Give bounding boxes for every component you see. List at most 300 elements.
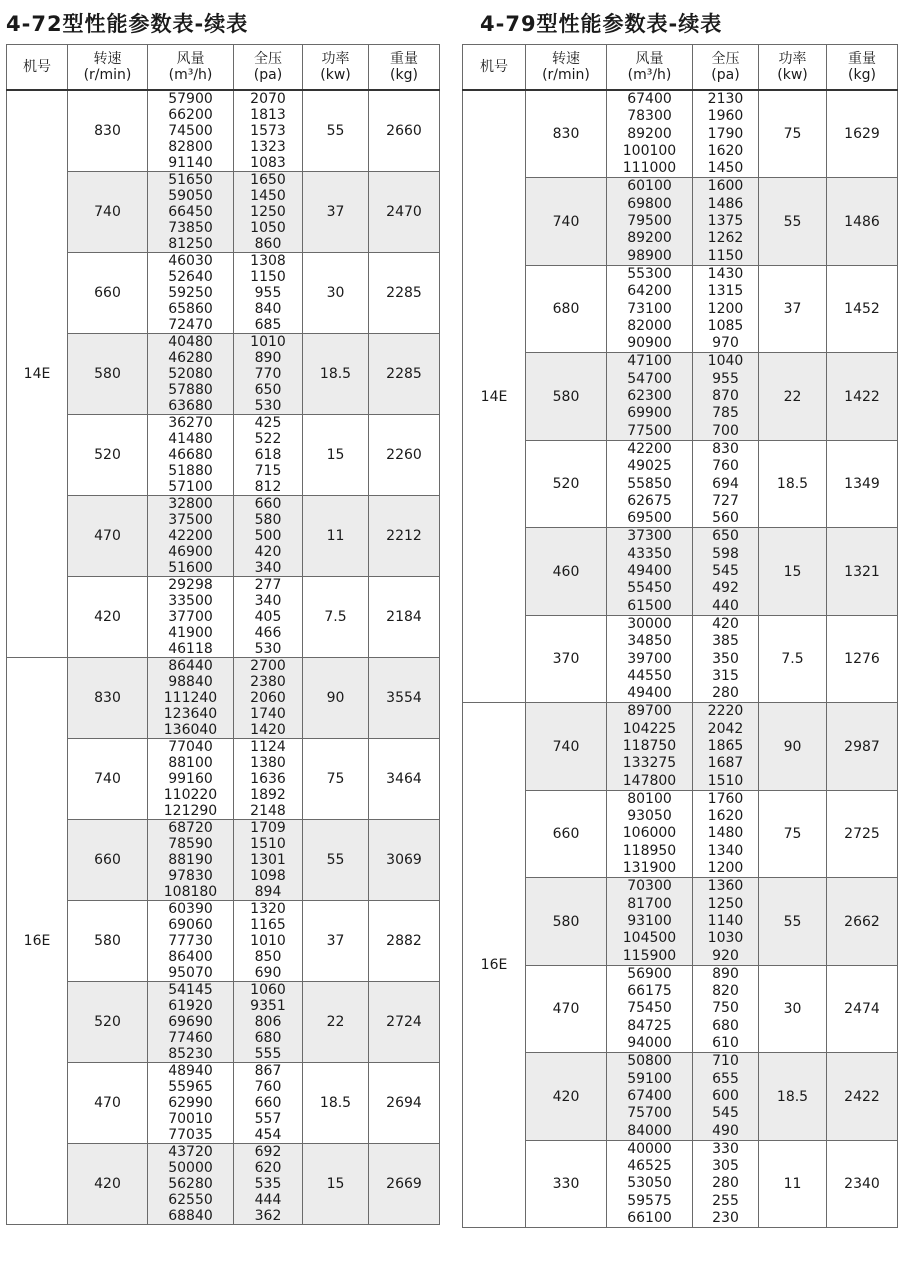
flow-cell-value: 61500 — [627, 597, 672, 614]
flow-cell-value: 111240 — [163, 690, 218, 706]
table-row — [7, 820, 440, 901]
weight-cell: 2340 — [827, 1140, 898, 1227]
flow-cell-value: 88100 — [168, 755, 213, 771]
pressure-cell-value: 545 — [712, 1105, 739, 1122]
header-power: 功率 (kw) — [303, 45, 369, 91]
pressure-cell-value: 425 — [254, 415, 282, 431]
flow-cell-value: 46030 — [168, 253, 213, 269]
pressure-cell-value: 1573 — [250, 123, 286, 139]
flow-cell-value: 98900 — [627, 247, 672, 264]
flow-cell-value: 33500 — [168, 593, 213, 609]
table-row — [463, 1053, 898, 1140]
flow-cell-value: 50800 — [627, 1053, 672, 1070]
table-row — [7, 496, 440, 577]
power-cell: 75 — [303, 739, 369, 820]
speed-cell: 660 — [68, 253, 148, 334]
pressure-cell-value: 440 — [712, 597, 739, 614]
speed-cell: 420 — [68, 577, 148, 658]
power-cell: 55 — [303, 90, 369, 172]
power-cell: 15 — [759, 528, 827, 615]
power-cell: 11 — [759, 1140, 827, 1227]
speed-cell: 580 — [68, 334, 148, 415]
flow-cell — [148, 820, 234, 901]
pressure-cell-value: 1813 — [250, 107, 286, 123]
pressure-cell-value: 362 — [254, 1208, 282, 1224]
pressure-cell-value: 894 — [254, 884, 282, 900]
flow-cell-value: 41480 — [168, 431, 213, 447]
speed-cell: 470 — [68, 1063, 148, 1144]
speed-cell: 830 — [526, 90, 607, 178]
flow-cell-value: 63680 — [168, 398, 213, 414]
pressure-cell-value: 1486 — [707, 195, 744, 212]
flow-cell-value: 37500 — [168, 512, 213, 528]
pressure-cell-value: 280 — [712, 685, 739, 702]
pressure-cell-value: 620 — [254, 1160, 282, 1176]
flow-cell-value: 94000 — [627, 1035, 672, 1052]
weight-cell: 2184 — [369, 577, 440, 658]
flow-cell-value: 61920 — [168, 998, 213, 1014]
header-speed: 转速 (r/min) — [68, 45, 148, 91]
flow-cell-value: 98840 — [168, 674, 213, 690]
pressure-cell-value: 1600 — [707, 178, 744, 195]
table-row — [7, 1144, 440, 1225]
flow-cell-value: 73850 — [168, 220, 213, 236]
flow-cell-value: 115900 — [622, 947, 677, 964]
flow-cell-value: 73100 — [627, 300, 672, 317]
pressure-cell-value: 2380 — [250, 674, 286, 690]
pressure-cell — [234, 658, 303, 739]
pressure-cell-value: 230 — [712, 1210, 739, 1226]
pressure-cell — [234, 901, 303, 982]
flow-cell-value: 97830 — [168, 868, 213, 884]
flow-cell-value: 93100 — [627, 912, 672, 929]
power-cell: 11 — [303, 496, 369, 577]
flow-cell — [607, 790, 693, 877]
speed-cell: 830 — [68, 658, 148, 739]
table-row — [7, 334, 440, 415]
pressure-cell-value: 1892 — [250, 787, 286, 803]
pressure-cell-value: 598 — [712, 545, 739, 562]
speed-cell: 660 — [526, 790, 607, 877]
speed-cell: 520 — [68, 982, 148, 1063]
pressure-cell-value: 500 — [254, 528, 282, 544]
flow-cell-value: 66450 — [168, 204, 213, 220]
header-row — [7, 45, 440, 91]
flow-cell-value: 64200 — [627, 283, 672, 300]
flow-cell — [607, 353, 693, 440]
power-cell: 18.5 — [759, 1053, 827, 1140]
flow-cell — [148, 90, 234, 172]
pressure-cell — [693, 353, 759, 440]
pressure-cell-value: 660 — [254, 1095, 282, 1111]
pressure-cell-value: 760 — [254, 1079, 282, 1095]
pressure-cell — [234, 90, 303, 172]
pressure-cell-value: 454 — [254, 1127, 282, 1143]
pressure-cell-value: 650 — [712, 528, 739, 545]
table-row — [7, 253, 440, 334]
flow-cell-value: 89700 — [627, 703, 672, 720]
pressure-cell-value: 530 — [254, 398, 282, 414]
speed-cell: 370 — [526, 615, 607, 702]
flow-cell-value: 69900 — [627, 405, 672, 422]
flow-cell-value: 62300 — [627, 388, 672, 405]
weight-cell: 1321 — [827, 528, 898, 615]
flow-cell-value: 108180 — [163, 884, 218, 900]
flow-cell-value: 81250 — [168, 236, 213, 252]
flow-cell-value: 42200 — [168, 528, 213, 544]
flow-cell-value: 37700 — [168, 609, 213, 625]
flow-cell — [607, 528, 693, 615]
speed-cell: 330 — [526, 1140, 607, 1227]
flow-cell-value: 82000 — [627, 317, 672, 334]
pressure-cell-value: 1030 — [707, 930, 744, 947]
flow-cell-value: 69800 — [627, 195, 672, 212]
table-row — [463, 265, 898, 352]
flow-cell-value: 51880 — [168, 463, 213, 479]
power-cell: 30 — [759, 965, 827, 1052]
weight-cell: 2260 — [369, 415, 440, 496]
header-flow: 风量 (m³/h) — [607, 45, 693, 91]
pressure-cell-value: 1060 — [250, 982, 286, 998]
flow-cell-value: 69500 — [627, 510, 672, 527]
flow-cell — [607, 703, 693, 790]
speed-cell: 680 — [526, 265, 607, 352]
pressure-cell-value: 330 — [712, 1140, 739, 1157]
flow-cell — [607, 1053, 693, 1140]
flow-cell — [148, 982, 234, 1063]
pressure-cell-value: 1320 — [250, 901, 286, 917]
pressure-cell — [234, 334, 303, 415]
pressure-cell-value: 1262 — [707, 230, 744, 247]
flow-cell-value: 77040 — [168, 739, 213, 755]
pressure-cell-value: 1760 — [707, 790, 744, 807]
pressure-cell-value: 2700 — [250, 658, 286, 674]
pressure-cell-value: 1450 — [250, 188, 286, 204]
pressure-cell-value: 660 — [254, 496, 282, 512]
flow-cell-value: 59250 — [168, 285, 213, 301]
flow-cell-value: 104225 — [622, 720, 677, 737]
pressure-cell-value: 1308 — [250, 253, 286, 269]
pressure-cell-value: 1380 — [250, 755, 286, 771]
pressure-cell-value: 1340 — [707, 842, 744, 859]
flow-cell-value: 66100 — [627, 1210, 672, 1226]
pressure-cell-value: 1150 — [707, 247, 744, 264]
weight-cell: 1422 — [827, 353, 898, 440]
flow-cell-value: 46680 — [168, 447, 213, 463]
right-table-title: 4-79型性能参数表-续表 — [480, 12, 723, 36]
pressure-cell — [693, 1053, 759, 1140]
weight-cell: 2470 — [369, 172, 440, 253]
flow-cell-value: 123640 — [163, 706, 218, 722]
flow-cell-value: 55300 — [627, 265, 672, 282]
flow-cell — [148, 577, 234, 658]
pressure-cell-value: 315 — [712, 667, 739, 684]
table-row — [7, 901, 440, 982]
weight-cell: 1629 — [827, 90, 898, 178]
pressure-cell-value: 1510 — [250, 836, 286, 852]
flow-cell-value: 68720 — [168, 820, 213, 836]
flow-cell-value: 79500 — [627, 213, 672, 230]
flow-cell-value: 75700 — [627, 1105, 672, 1122]
pressure-cell — [234, 415, 303, 496]
header-model: 机号 — [7, 45, 68, 91]
pressure-cell-value: 2130 — [707, 91, 744, 107]
flow-cell-value: 53050 — [627, 1175, 672, 1192]
flow-cell-value: 95070 — [168, 965, 213, 981]
flow-cell-value: 77500 — [627, 422, 672, 439]
flow-cell-value: 118950 — [622, 842, 677, 859]
pressure-cell-value: 710 — [712, 1053, 739, 1070]
flow-cell-value: 133275 — [622, 755, 677, 772]
power-cell: 75 — [759, 790, 827, 877]
pressure-cell-value: 1315 — [707, 283, 744, 300]
pressure-cell — [234, 739, 303, 820]
flow-cell — [148, 172, 234, 253]
flow-cell-value: 99160 — [168, 771, 213, 787]
pressure-cell-value: 305 — [712, 1158, 739, 1175]
speed-cell: 580 — [68, 901, 148, 982]
flow-cell-value: 90900 — [627, 335, 672, 352]
pressure-cell-value: 277 — [254, 577, 282, 593]
flow-cell — [148, 1144, 234, 1225]
flow-cell — [148, 739, 234, 820]
pressure-cell-value: 535 — [254, 1176, 282, 1192]
header-pressure: 全压 (pa) — [234, 45, 303, 91]
pressure-cell-value: 1010 — [250, 334, 286, 350]
weight-cell: 2474 — [827, 965, 898, 1052]
pressure-cell-value: 694 — [712, 475, 739, 492]
flow-cell-value: 147800 — [622, 772, 677, 789]
pressure-cell-value: 1360 — [707, 878, 744, 895]
flow-cell-value: 86400 — [168, 949, 213, 965]
weight-cell: 3464 — [369, 739, 440, 820]
pressure-cell-value: 715 — [254, 463, 282, 479]
weight-cell: 2669 — [369, 1144, 440, 1225]
header-speed: 转速 (r/min) — [526, 45, 607, 91]
power-cell: 90 — [303, 658, 369, 739]
table-row — [7, 1063, 440, 1144]
speed-cell: 660 — [68, 820, 148, 901]
table-row — [7, 415, 440, 496]
pressure-cell-value: 1636 — [250, 771, 286, 787]
flow-cell-value: 89200 — [627, 230, 672, 247]
flow-cell — [607, 440, 693, 527]
pressure-cell-value: 618 — [254, 447, 282, 463]
pressure-cell-value: 1301 — [250, 852, 286, 868]
pressure-cell-value: 1430 — [707, 265, 744, 282]
pressure-cell-value: 840 — [254, 301, 282, 317]
pressure-cell-value: 466 — [254, 625, 282, 641]
pressure-cell-value: 1250 — [707, 895, 744, 912]
flow-cell-value: 85230 — [168, 1046, 213, 1062]
pressure-cell-value: 700 — [712, 422, 739, 439]
pressure-cell-value: 1620 — [707, 142, 744, 159]
flow-cell-value: 34850 — [627, 633, 672, 650]
pressure-cell-value: 970 — [712, 335, 739, 352]
flow-cell-value: 65860 — [168, 301, 213, 317]
pressure-cell-value: 1050 — [250, 220, 286, 236]
flow-cell-value: 110220 — [163, 787, 218, 803]
flow-cell-value: 131900 — [622, 860, 677, 877]
pressure-cell — [693, 790, 759, 877]
speed-cell: 520 — [68, 415, 148, 496]
flow-cell-value: 60100 — [627, 178, 672, 195]
weight-cell: 1452 — [827, 265, 898, 352]
pressure-cell-value: 610 — [712, 1035, 739, 1052]
speed-cell: 740 — [68, 172, 148, 253]
weight-cell: 1486 — [827, 178, 898, 265]
flow-cell-value: 81700 — [627, 895, 672, 912]
power-cell: 18.5 — [759, 440, 827, 527]
pressure-cell-value: 1250 — [250, 204, 286, 220]
flow-cell-value: 32800 — [168, 496, 213, 512]
flow-cell-value: 121290 — [163, 803, 218, 819]
pressure-cell-value: 1124 — [250, 739, 286, 755]
flow-cell-value: 46900 — [168, 544, 213, 560]
pressure-cell-value: 920 — [712, 947, 739, 964]
flow-cell-value: 100100 — [622, 142, 677, 159]
pressure-cell-value: 1960 — [707, 108, 744, 125]
flow-cell-value: 55450 — [627, 580, 672, 597]
flow-cell-value: 49400 — [627, 685, 672, 702]
flow-cell-value: 49400 — [627, 563, 672, 580]
weight-cell: 2882 — [369, 901, 440, 982]
pressure-cell-value: 867 — [254, 1063, 282, 1079]
pressure-cell-value: 1687 — [707, 755, 744, 772]
flow-cell-value: 106000 — [622, 825, 677, 842]
power-cell: 15 — [303, 415, 369, 496]
flow-cell-value: 44550 — [627, 667, 672, 684]
weight-cell: 2422 — [827, 1053, 898, 1140]
pressure-cell-value: 1085 — [707, 317, 744, 334]
weight-cell: 3069 — [369, 820, 440, 901]
pressure-cell — [693, 178, 759, 265]
flow-cell-value: 59575 — [627, 1192, 672, 1209]
flow-cell-value: 84000 — [627, 1122, 672, 1139]
flow-cell — [148, 334, 234, 415]
flow-cell-value: 48940 — [168, 1063, 213, 1079]
flow-cell-value: 68840 — [168, 1208, 213, 1224]
power-cell: 18.5 — [303, 1063, 369, 1144]
flow-cell — [148, 1063, 234, 1144]
weight-cell: 2724 — [369, 982, 440, 1063]
pressure-cell-value: 560 — [712, 510, 739, 527]
speed-cell: 740 — [526, 703, 607, 790]
flow-cell-value: 86440 — [168, 658, 213, 674]
table-row — [463, 1140, 898, 1227]
flow-cell-value: 66200 — [168, 107, 213, 123]
weight-cell: 2285 — [369, 253, 440, 334]
pressure-cell-value: 490 — [712, 1122, 739, 1139]
flow-cell — [607, 265, 693, 352]
header-pressure: 全压 (pa) — [693, 45, 759, 91]
pressure-cell-value: 1709 — [250, 820, 286, 836]
speed-cell: 740 — [526, 178, 607, 265]
pressure-cell — [234, 253, 303, 334]
pressure-cell-value: 405 — [254, 609, 282, 625]
pressure-cell-value: 680 — [254, 1030, 282, 1046]
pressure-cell-value: 255 — [712, 1192, 739, 1209]
flow-cell-value: 118750 — [622, 737, 677, 754]
flow-cell — [607, 878, 693, 965]
pressure-cell-value: 806 — [254, 1014, 282, 1030]
speed-cell: 580 — [526, 353, 607, 440]
flow-cell-value: 39700 — [627, 650, 672, 667]
header-model: 机号 — [463, 45, 526, 91]
speed-cell: 420 — [68, 1144, 148, 1225]
power-cell: 22 — [759, 353, 827, 440]
weight-cell: 1349 — [827, 440, 898, 527]
right-performance-table — [462, 44, 898, 1228]
table-row — [463, 790, 898, 877]
speed-cell: 420 — [526, 1053, 607, 1140]
power-cell: 37 — [303, 172, 369, 253]
header-weight: 重量 (kg) — [369, 45, 440, 91]
pressure-cell-value: 820 — [712, 983, 739, 1000]
pressure-cell-value: 2148 — [250, 803, 286, 819]
weight-cell: 2660 — [369, 90, 440, 172]
pressure-cell-value: 1650 — [250, 172, 286, 188]
flow-cell-value: 70300 — [627, 878, 672, 895]
table-row — [7, 172, 440, 253]
model-cell: 14E — [7, 90, 68, 658]
pressure-cell-value: 1450 — [707, 160, 744, 177]
flow-cell-value: 41900 — [168, 625, 213, 641]
flow-cell-value: 77460 — [168, 1030, 213, 1046]
flow-cell-value: 67400 — [627, 91, 672, 107]
table-row — [463, 615, 898, 702]
table-row — [7, 982, 440, 1063]
pressure-cell-value: 2070 — [250, 91, 286, 107]
pressure-cell-value: 955 — [712, 370, 739, 387]
table-row — [463, 528, 898, 615]
pressure-cell-value: 545 — [712, 563, 739, 580]
flow-cell-value: 52640 — [168, 269, 213, 285]
flow-cell-value: 70010 — [168, 1111, 213, 1127]
speed-cell: 470 — [68, 496, 148, 577]
pressure-cell-value: 685 — [254, 317, 282, 333]
pressure-cell-value: 860 — [254, 236, 282, 252]
pressure-cell-value: 522 — [254, 431, 282, 447]
flow-cell-value: 42200 — [627, 440, 672, 457]
pressure-cell-value: 1140 — [707, 912, 744, 929]
flow-cell-value: 46525 — [627, 1158, 672, 1175]
weight-cell: 2662 — [827, 878, 898, 965]
pressure-cell — [693, 265, 759, 352]
pressure-cell-value: 9351 — [250, 998, 286, 1014]
pressure-cell-value: 444 — [254, 1192, 282, 1208]
flow-cell-value: 89200 — [627, 125, 672, 142]
pressure-cell-value: 955 — [254, 285, 282, 301]
header-weight: 重量 (kg) — [827, 45, 898, 91]
pressure-cell-value: 870 — [712, 388, 739, 405]
table-row — [463, 353, 898, 440]
pressure-cell-value: 1790 — [707, 125, 744, 142]
pressure-cell-value: 785 — [712, 405, 739, 422]
speed-cell: 470 — [526, 965, 607, 1052]
pressure-cell — [693, 615, 759, 702]
pressure-cell — [693, 965, 759, 1052]
pressure-cell-value: 1010 — [250, 933, 286, 949]
pressure-cell-value: 770 — [254, 366, 282, 382]
flow-cell-value: 82800 — [168, 139, 213, 155]
flow-cell — [607, 1140, 693, 1227]
pressure-cell-value: 600 — [712, 1087, 739, 1104]
flow-cell-value: 75450 — [627, 1000, 672, 1017]
pressure-cell-value: 830 — [712, 440, 739, 457]
flow-cell-value: 57880 — [168, 382, 213, 398]
flow-cell-value: 80100 — [627, 790, 672, 807]
